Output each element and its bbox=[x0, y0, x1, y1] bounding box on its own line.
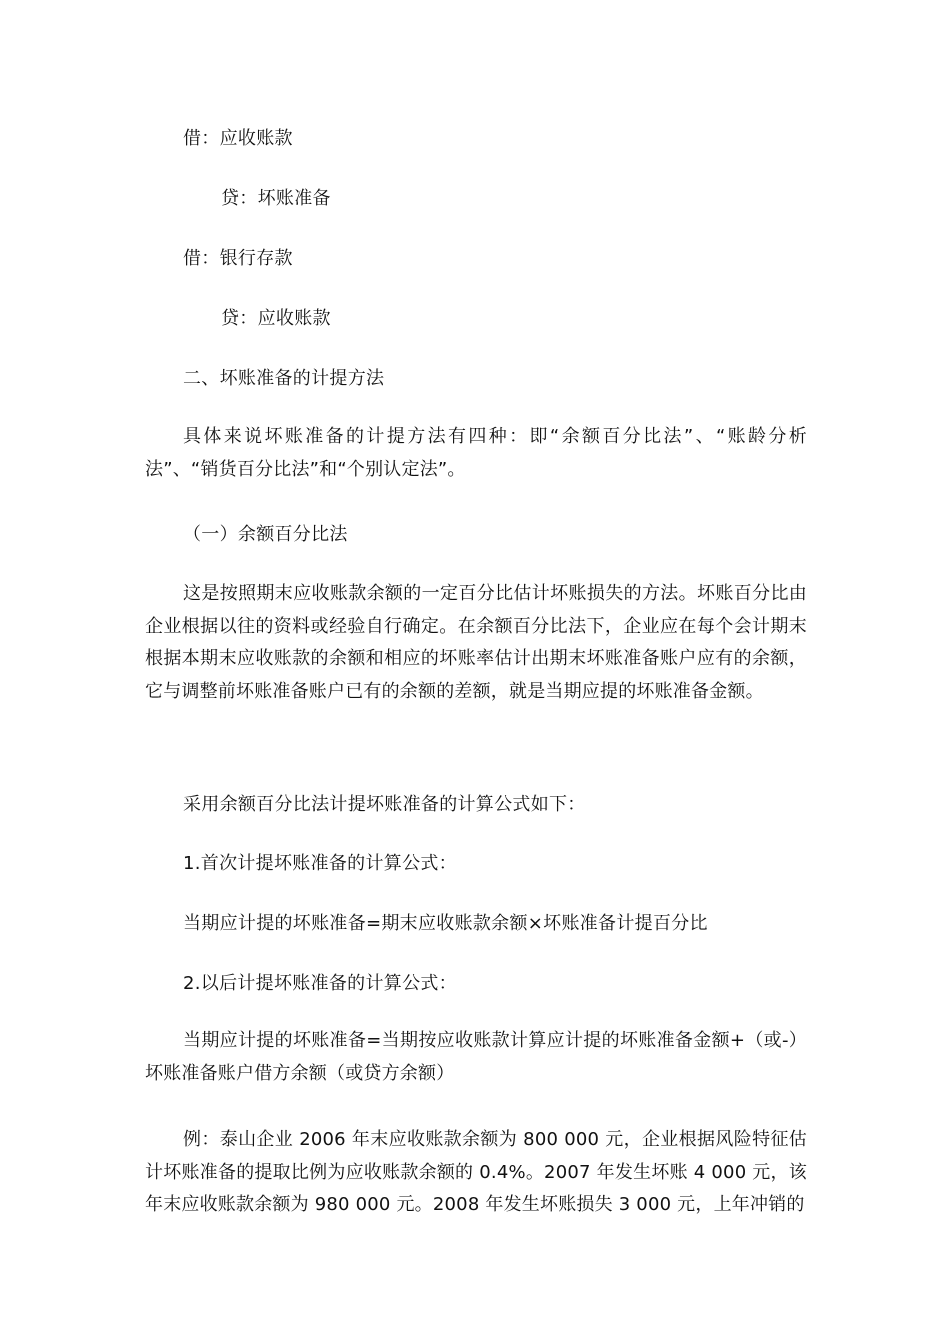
journal-entry-debit-bank-deposit: 借：银行存款 bbox=[183, 248, 293, 269]
subsection-heading: （一）余额百分比法 bbox=[183, 524, 348, 545]
section-heading: 二、坏账准备的计提方法 bbox=[183, 368, 385, 389]
intro-paragraph: 具体来说坏账准备的计提方法有四种：即“余额百分比法”、“账龄分析法”、“销货百分比法”和“个别认定法”。 bbox=[145, 426, 807, 480]
formula1-text: 当期应计提的坏账准备=期末应收账款余额×坏账准备计提百分比 bbox=[183, 913, 708, 934]
method-description-paragraph: 这是按照期末应收账款余额的一定百分比估计坏账损失的方法。坏账百分比由企业根据以往的资料或经验自行确定。在余额百分比法下，企业应在每个会计期末根据本期末应收账款的余额和相应的坏账率估计出期末坏账准备账户应有的余额，它与调整前坏账准备账户已有的余额的差额，就是当期应提的坏账准备金额。 bbox=[145, 583, 807, 702]
formula1-heading: 1.首次计提坏账准备的计算公式： bbox=[183, 853, 457, 874]
formula-intro: 采用余额百分比法计提坏账准备的计算公式如下： bbox=[183, 794, 586, 815]
journal-entry-credit-bad-debt-reserve: 贷：坏账准备 bbox=[221, 188, 331, 209]
formula2-text: 当期应计提的坏账准备=当期按应收账款计算应计提的坏账准备金额+（或-）坏账准备账户借方余额（或贷方余额） bbox=[145, 1030, 807, 1084]
formula2-heading: 2.以后计提坏账准备的计算公式： bbox=[183, 973, 457, 994]
journal-entry-credit-receivable: 贷：应收账款 bbox=[221, 308, 331, 329]
example-paragraph: 例：泰山企业 2006 年末应收账款余额为 800 000 元，企业根据风险特征估计坏账准备的提取比例为应收账款余额的 0.4%。2007 年发生坏账 4 000 元，该年末应收账款余额为 980 000 元。2008 年发生坏账损失 3 000 元，上年冲销的 bbox=[145, 1129, 807, 1216]
journal-entry-debit-receivable: 借：应收账款 bbox=[183, 128, 293, 149]
